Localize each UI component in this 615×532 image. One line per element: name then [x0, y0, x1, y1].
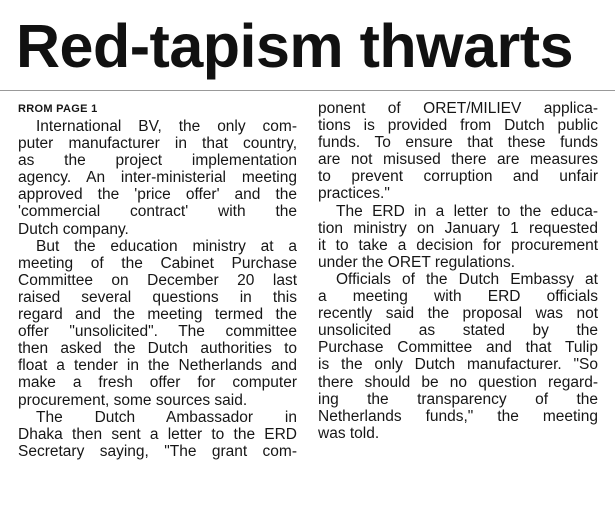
text-line: Dutch company. — [18, 220, 129, 238]
headline-rule — [0, 90, 615, 91]
text-line: The Dutch Ambassador in — [36, 408, 297, 426]
text-line: there should be no question regard- — [318, 373, 598, 391]
headline: Red-tapism thwarts — [16, 12, 574, 80]
text-line: Secretary saying, "The grant com- — [18, 442, 297, 460]
text-line: approved the 'price offer' and the — [18, 186, 297, 204]
text-line: Purchase Committee and that Tulip — [318, 339, 598, 357]
text-line: to prevent corruption and unfair — [318, 168, 598, 186]
text-line: was told. — [318, 424, 380, 442]
text-line: make a fresh offer for computer — [18, 374, 297, 392]
text-line: The ERD in a letter to the educa- — [336, 202, 598, 220]
text-line: 'commercial contract' with the — [18, 203, 297, 221]
text-line: as the project implementation — [18, 152, 297, 170]
text-line: Netherlands funds," the meeting — [318, 407, 598, 425]
text-line: under the ORET regulations. — [318, 253, 516, 271]
text-line: Officials of the Dutch Embassy at — [336, 270, 598, 288]
text-line: International BV, the only com- — [36, 118, 297, 135]
text-line: regard and the meeting termed the — [18, 306, 297, 324]
text-line: funds. To ensure that these funds — [318, 134, 598, 152]
text-line: agency. An inter-ministerial meeting — [18, 169, 297, 187]
text-line: Dhaka then sent a letter to the ERD — [18, 425, 297, 443]
left-column — [18, 103, 297, 460]
continuation-kicker: RROM PAGE 1 — [18, 103, 98, 115]
right-column-body — [318, 100, 598, 442]
text-line: it to take a decision for procurement — [318, 236, 598, 254]
text-line: ing the transparency of the — [318, 390, 598, 408]
text-line: practices." — [318, 185, 390, 203]
text-line: procurement, some sources said. — [18, 391, 248, 409]
text-line: tion ministry on January 1 requested — [318, 219, 598, 237]
text-line: float a tender in the Netherlands and — [18, 357, 297, 375]
text-line: offer "unsolicited". The committee — [18, 323, 297, 341]
text-line: But the education ministry at a — [36, 237, 297, 255]
text-line: then asked the Dutch authorities to — [18, 340, 297, 358]
text-line: recently said the proposal was not — [318, 305, 598, 323]
text-line: puter manufacturer in that country, — [18, 135, 297, 153]
left-column-body — [18, 118, 297, 460]
text-line: meeting of the Cabinet Purchase — [18, 254, 297, 272]
text-line: Committee on December 20 last — [18, 271, 297, 289]
text-line: raised several questions in this — [18, 288, 297, 306]
text-line: is the only Dutch manufacturer. "So — [318, 356, 598, 374]
right-column — [318, 100, 598, 442]
text-line: a meeting with ERD officials — [318, 288, 598, 306]
text-line: are not misused there are measures — [318, 151, 598, 169]
text-line: unsolicited as stated by the — [318, 322, 598, 340]
text-line: tions is provided from Dutch public — [318, 117, 598, 135]
text-line: ponent of ORET/MILIEV applica- — [318, 100, 598, 117]
